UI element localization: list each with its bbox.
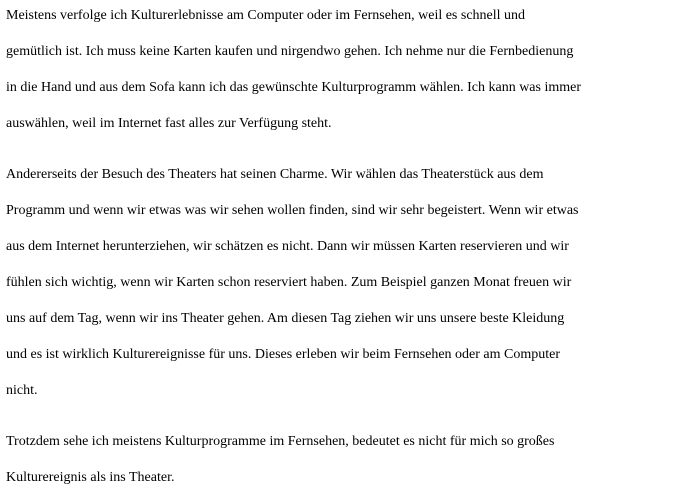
text-line: Kulturereignis als ins Theater. bbox=[6, 470, 175, 485]
text-line: gemütlich ist. Ich muss keine Karten kaufen und nirgendwo gehen. Ich nehme nur die Fernbedienung bbox=[6, 44, 574, 59]
text-line: Meistens verfolge ich Kulturerlebnisse am Computer oder im Fernsehen, weil es schnell und bbox=[6, 8, 526, 23]
text-line: und es ist wirklich Kulturereignisse für uns. Dieses erleben wir beim Fernsehen oder am Computer bbox=[6, 347, 561, 362]
text-line: Programm und wenn wir etwas was wir sehen wollen finden, sind wir sehr begeistert. Wenn wir etwas bbox=[6, 203, 579, 218]
text-line: Andererseits der Besuch des Theaters hat seinen Charme. Wir wählen das Theaterstück aus dem bbox=[6, 167, 544, 182]
text-line: nicht. bbox=[6, 383, 38, 398]
text-line: Trotzdem sehe ich meistens Kulturprogramme im Fernsehen, bedeutet es nicht für mich so großes bbox=[6, 434, 555, 449]
text-line: uns auf dem Tag, wenn wir ins Theater gehen. Am diesen Tag ziehen wir uns unsere beste Kleidung bbox=[6, 311, 565, 326]
text-line: auswählen, weil im Internet fast alles zur Verfügung steht. bbox=[6, 116, 332, 131]
text-line: aus dem Internet herunterziehen, wir schätzen es nicht. Dann wir müssen Karten reservieren und wir bbox=[6, 239, 569, 254]
text-line: in die Hand und aus dem Sofa kann ich das gewünschte Kulturprogramm wählen. Ich kann was immer bbox=[6, 80, 582, 95]
text-line: fühlen sich wichtig, wenn wir Karten schon reserviert haben. Zum Beispiel ganzen Monat freuen wir bbox=[6, 275, 572, 290]
